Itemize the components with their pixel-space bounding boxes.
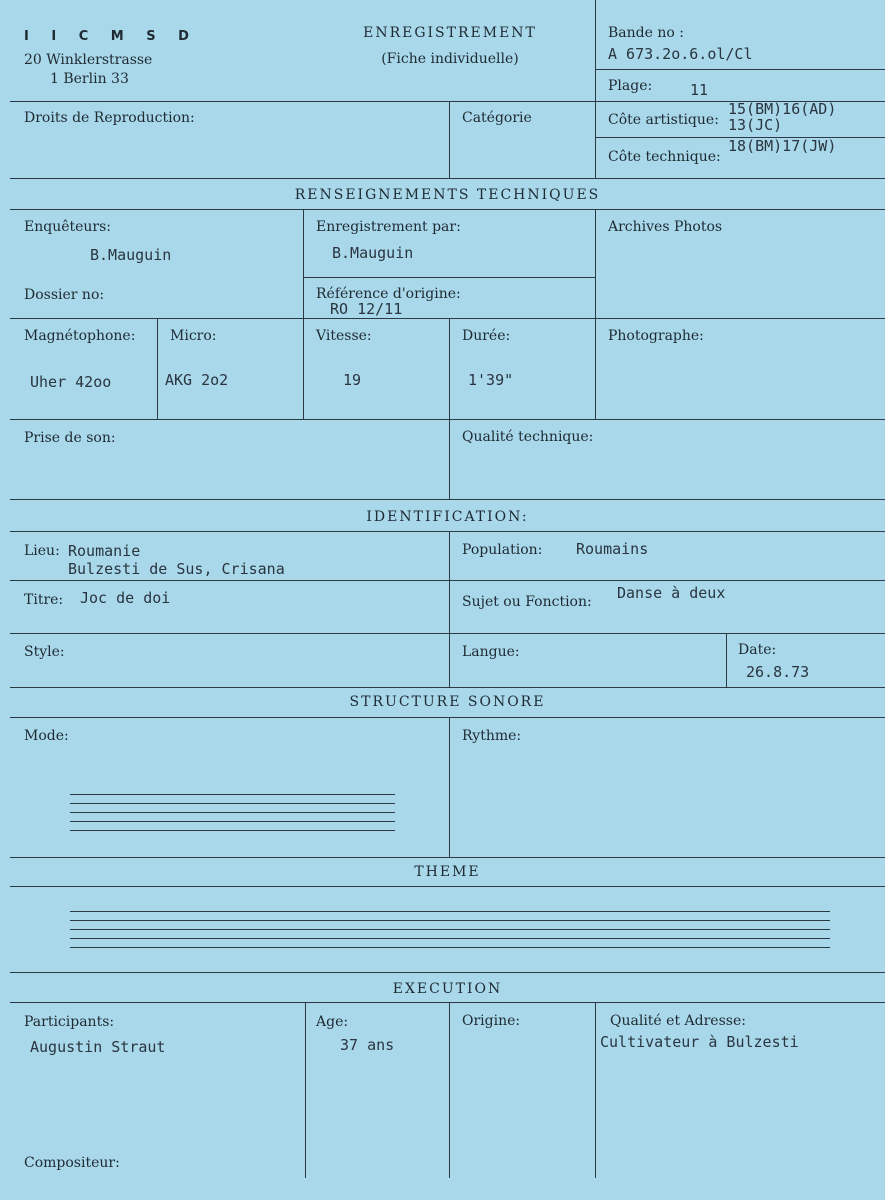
divider: [595, 1002, 596, 1178]
age-label: Age:: [316, 1014, 349, 1030]
divider: [10, 857, 885, 858]
population-value: Roumains: [576, 540, 649, 558]
date-label: Date:: [738, 642, 777, 658]
divider: [305, 1002, 306, 1178]
divider: [595, 69, 885, 70]
titre-value: Joc de doi: [80, 589, 171, 607]
photographe-label: Photographe:: [608, 328, 704, 344]
enregistrement-par-label: Enregistrement par:: [316, 219, 461, 235]
magnetophone-label: Magnétophone:: [24, 328, 136, 344]
divider: [449, 531, 450, 687]
staff-line: [70, 947, 830, 948]
form-title: ENREGISTREMENT: [363, 25, 537, 41]
qualite-adresse-value: Cultivateur à Bulzesti: [600, 1033, 799, 1051]
staff-line: [70, 830, 395, 831]
categorie-label: Catégorie: [462, 110, 532, 126]
reference-origine-label: Référence d'origine:: [316, 286, 461, 302]
lieu-value-1: Roumanie: [68, 542, 141, 560]
divider: [157, 318, 158, 419]
divider: [10, 318, 885, 319]
divider: [449, 318, 450, 419]
divider: [449, 717, 450, 857]
divider: [10, 580, 885, 581]
divider: [449, 419, 450, 499]
prise-de-son-label: Prise de son:: [24, 430, 116, 446]
qualite-technique-label: Qualité technique:: [462, 429, 594, 445]
divider: [303, 277, 595, 278]
staff-line: [70, 929, 830, 930]
enqueteurs-value: B.Mauguin: [90, 246, 172, 264]
section-renseignements-techniques: RENSEIGNEMENTS TECHNIQUES: [294, 187, 601, 203]
divider: [10, 886, 885, 887]
staff-line: [70, 938, 830, 939]
cote-technique-label: Côte technique:: [608, 149, 721, 165]
staff-line: [70, 821, 395, 822]
divider: [10, 531, 885, 532]
lieu-label: Lieu:: [24, 543, 60, 559]
divider: [10, 717, 885, 718]
age-value: 37 ans: [340, 1036, 395, 1054]
divider: [595, 209, 596, 419]
archives-photos-label: Archives Photos: [608, 219, 723, 235]
divider: [10, 419, 885, 420]
address-line-2: 1 Berlin 33: [50, 71, 129, 87]
mode-label: Mode:: [24, 728, 69, 744]
lieu-value-2: Bulzesti de Sus, Crisana: [68, 560, 285, 578]
duree-label: Durée:: [462, 328, 511, 344]
sujet-fonction-label: Sujet ou Fonction:: [462, 594, 592, 610]
divider: [10, 209, 885, 210]
rythme-label: Rythme:: [462, 728, 522, 744]
participants-value: Augustin Straut: [30, 1038, 166, 1056]
origine-label: Origine:: [462, 1013, 521, 1029]
bande-value: A 673.2o.6.ol/Cl: [608, 45, 753, 63]
staff-line: [70, 911, 830, 912]
magnetophone-value: Uher 42oo: [30, 373, 112, 391]
section-execution: EXECUTION: [392, 981, 503, 997]
droits-label: Droits de Reproduction:: [24, 110, 195, 126]
divider: [10, 972, 885, 973]
compositeur-label: Compositeur:: [24, 1155, 120, 1171]
staff-line: [70, 794, 395, 795]
address-line-1: 20 Winklerstrasse: [24, 52, 153, 68]
section-theme: THEME: [414, 864, 481, 880]
staff-line: [70, 803, 395, 804]
bande-label: Bande no :: [608, 25, 684, 41]
enqueteurs-label: Enquêteurs:: [24, 219, 112, 235]
cote-technique-value: 18(BM)17(JW): [728, 137, 837, 155]
cote-artistique-label: Côte artistique:: [608, 112, 719, 128]
section-identification: IDENTIFICATION:: [366, 509, 529, 525]
qualite-adresse-label: Qualité et Adresse:: [610, 1013, 746, 1029]
enregistrement-par-value: B.Mauguin: [332, 244, 414, 262]
divider: [726, 633, 727, 687]
date-value: 26.8.73: [746, 663, 810, 681]
duree-value: 1'39": [468, 371, 514, 389]
vitesse-label: Vitesse:: [316, 328, 372, 344]
plage-label: Plage:: [608, 78, 653, 94]
divider: [10, 633, 885, 634]
section-structure-sonore: STRUCTURE SONORE: [349, 694, 546, 710]
langue-label: Langue:: [462, 644, 520, 660]
plage-value: 11: [690, 81, 709, 99]
divider: [10, 499, 885, 500]
micro-label: Micro:: [170, 328, 217, 344]
divider: [10, 687, 885, 688]
cote-artistique-value-1: 15(BM)16(AD): [728, 100, 837, 118]
divider: [10, 178, 885, 179]
titre-label: Titre:: [24, 592, 64, 608]
staff-line: [70, 920, 830, 921]
cote-artistique-value-2: 13(JC): [728, 116, 783, 134]
vitesse-value: 19: [343, 371, 362, 389]
form-subtitle: (Fiche individuelle): [381, 51, 519, 67]
population-label: Population:: [462, 542, 543, 558]
divider: [10, 1002, 885, 1003]
divider: [449, 101, 450, 178]
divider: [449, 1002, 450, 1178]
participants-label: Participants:: [24, 1014, 115, 1030]
micro-value: AKG 2o2: [165, 371, 229, 389]
style-label: Style:: [24, 644, 65, 660]
sujet-fonction-value: Danse à deux: [617, 584, 726, 602]
org-logo: I I C M S D: [24, 29, 198, 44]
staff-line: [70, 812, 395, 813]
dossier-label: Dossier no:: [24, 287, 105, 303]
divider: [303, 209, 304, 419]
divider: [595, 0, 596, 178]
reference-origine-value: RO 12/11: [330, 300, 403, 318]
